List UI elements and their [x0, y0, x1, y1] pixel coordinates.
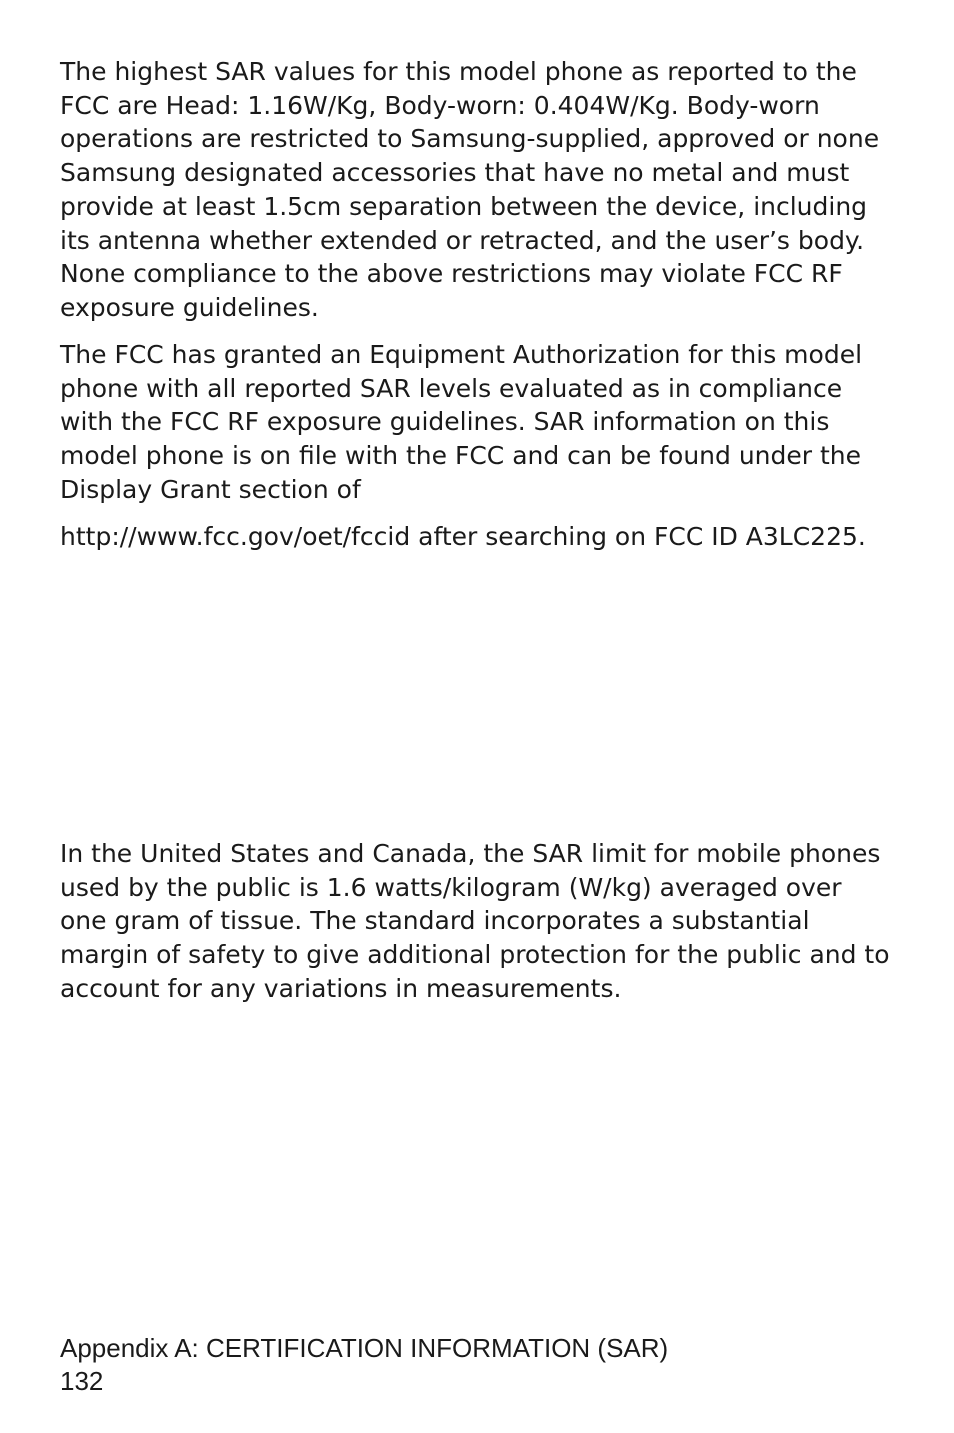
- fcc-id-link-paragraph: http://www.fcc.gov/oet/fccid after searching on FCC ID A3LC225.: [60, 522, 866, 551]
- equipment-authorization-paragraph: The FCC has granted an Equipment Authorization for this model phone with all reported SAR levels evaluated as in compliance with the FCC RF exposure guidelines. SAR information on this model phone is on file with the FCC and can be found under the Display Grant section of: [60, 340, 863, 504]
- footer-section-title: Appendix A: CERTIFICATION INFORMATION (SAR): [60, 1333, 669, 1363]
- sar-values-paragraph: The highest SAR values for this model phone as reported to the FCC are Head: 1.16W/Kg, Body-worn: 0.404W/Kg. Body-worn operations are restricted to Samsung-supplied, approved or none Samsung designated accessories that have no metal and must provide at least 1.5cm separation between the device, including its antenna whether extended or retracted, and the user’s body. None compliance to the above restrictions may violate FCC RF exposure guidelines.: [60, 57, 880, 322]
- sar-limit-paragraph: In the United States and Canada, the SAR limit for mobile phones used by the public is 1.6 watts/kilogram (W/kg) averaged over one gram of tissue. The standard incorporates a substantial margin of safety to give additional protection for the public and to account for any variations in measurements.: [60, 839, 890, 1003]
- page-number: 132: [60, 1366, 104, 1396]
